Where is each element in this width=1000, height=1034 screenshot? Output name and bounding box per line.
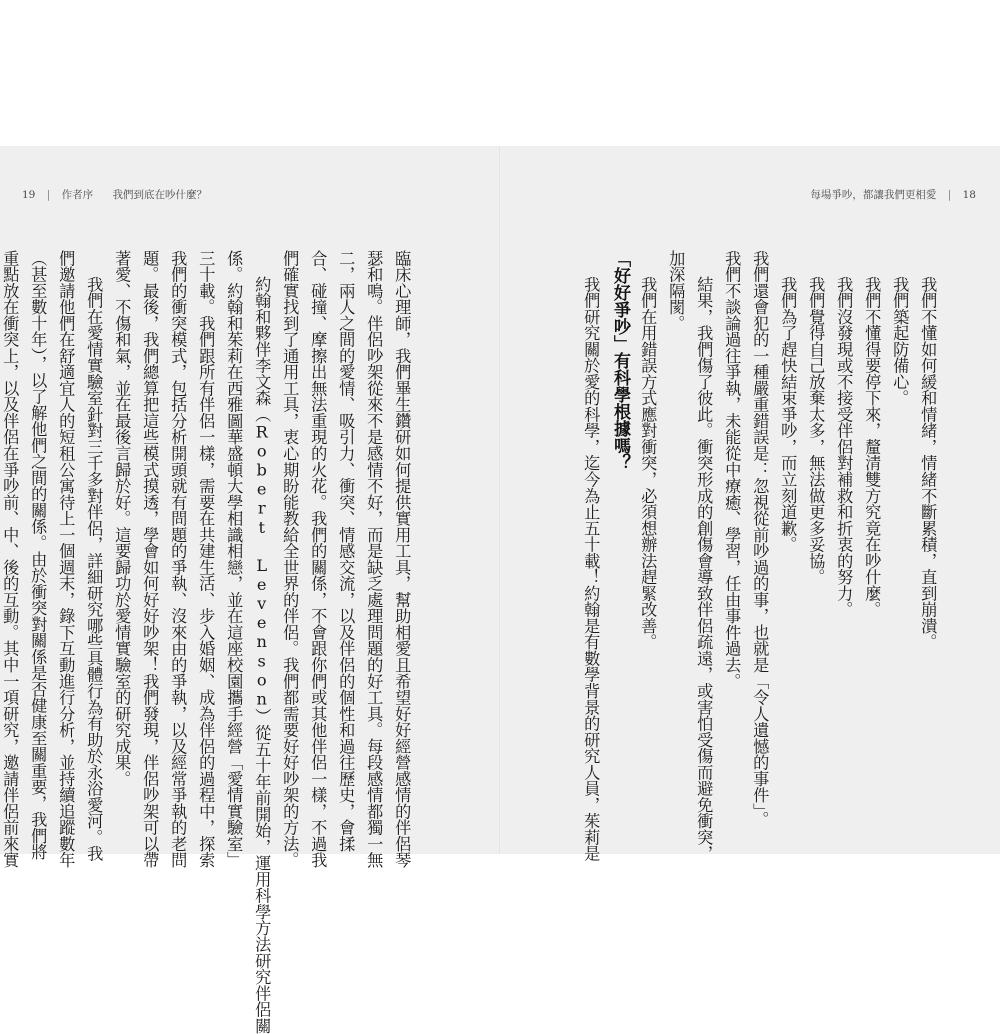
text-column: 重點放在衝突上，以及伴侶在爭吵前、中、後的互動。其中一項研究，邀請伴侶前來實 (0, 250, 20, 869)
left-section-label: 作者序 (61, 189, 94, 201)
text-column: 我們的衝突模式，包括分析開頭就有問題的爭執、沒來由的爭執，以及經常爭執的老問 (168, 250, 188, 869)
header-separator: | (947, 188, 952, 201)
header-separator: | (46, 188, 51, 201)
right-running-header (810, 187, 976, 202)
text-column: 題。最後，我們總算把這些模式摸透，學會如何好好吵架！我們發現，伴侶吵架可以帶 (140, 250, 160, 869)
text-column: 著愛、不傷和氣，並在最後言歸於好。這要歸功於愛情實驗室的研究成果。 (112, 250, 132, 787)
text-column: （甚至數十年），以了解他們之間的關係。由於衝突對關係是否健康至關重要，我們將 (28, 250, 48, 861)
text-column: 我們研究關於愛的科學，迄今為止五十載！約翰是有數學背景的研究人員，茱莉是 (581, 276, 601, 862)
text-column: 三十載。我們跟所有伴侶一樣，需要在共建生活、步入婚姻、成為伴侶的過程中，探索 (196, 250, 216, 869)
left-running-header (22, 187, 207, 202)
text-column: 係。約翰和茱莉在西雅圖華盛頓大學相識相戀，並在這座校園攜手經營「愛情實驗室」 (224, 250, 244, 869)
text-column: 約翰和夥伴李文森（Robert Levenson）從五十年前開始，運用科學方法研究伴侶關 (252, 276, 272, 1034)
text-column: 我們在愛情實驗室針對三千多對伴侶，詳細研究哪些具體行為有助於永浴愛河。我 (84, 276, 104, 862)
text-column: 我們在用錯誤方式應對衝突，必須想辦法趕緊改善。 (638, 276, 658, 651)
section-heading: 「好好爭吵」有科學根據嗎？ (610, 250, 630, 471)
text-column: 二，兩人之間的愛情、吸引力、衝突、情感交流，以及伴侶的個性和過往歷史，會揉 (336, 250, 356, 852)
text-column: 我們不談論過往爭執，未能從中療癒、學習，任由事件過去。 (722, 250, 742, 690)
book-gutter (499, 146, 501, 854)
right-chapter-title: 每場爭吵，都讓我們更相愛 (810, 189, 937, 201)
left-chapter-title: 我們到底在吵什麼？ (112, 189, 207, 201)
text-column: 瑟和鳴。伴侶吵架從來不是感情不好，而是缺乏處理問題的好工具。每段感情都獨一無 (364, 250, 384, 869)
text-column: 我們沒發現或不接受伴侶對補救和折衷的努力。 (834, 276, 854, 618)
right-page-number: 18 (962, 188, 976, 201)
text-column: 合、碰撞、摩擦出無法重現的火花。我們的關係，不會跟你們或其他伴侶一樣，不過我 (308, 250, 328, 869)
text-column: 我們覺得自己放棄太多，無法做更多妥協。 (806, 276, 826, 586)
text-column: 臨床心理師，我們畢生鑽研如何提供實用工具，幫助相愛且希望好好經營感情的伴侶琴 (392, 250, 412, 869)
left-page-number: 19 (22, 188, 36, 201)
text-column: 們邀請他們在舒適宜人的短租公寓待上一個週末，錄下互動進行分析，並持續追蹤數年 (56, 250, 76, 869)
text-column: 結果，我們傷了彼此。衝突形成的創傷會導致伴侶疏遠，或害怕受傷而避免衝突， (694, 276, 714, 862)
text-column: 們確實找到了通用工具，衷心期盼能教給全世界的伴侶。我們都需要好好吵架的方法。 (280, 250, 300, 869)
text-column: 我們還會犯的一種嚴重錯誤是：忽視從前吵過的事，也就是「令人遺憾的事件」。 (750, 250, 770, 828)
text-column: 我們不懂如何緩和情緒，情緒不斷累積，直到崩潰。 (918, 276, 938, 651)
text-column: 我們為了趕快結束爭吵，而立刻道歉。 (778, 276, 798, 553)
text-column: 加深隔閡。 (666, 250, 686, 332)
book-spread (0, 146, 1000, 1034)
text-column: 我們築起防備心。 (890, 276, 910, 407)
text-column: 我們不懂得要停下來，釐清雙方究竟在吵什麼。 (862, 276, 882, 618)
